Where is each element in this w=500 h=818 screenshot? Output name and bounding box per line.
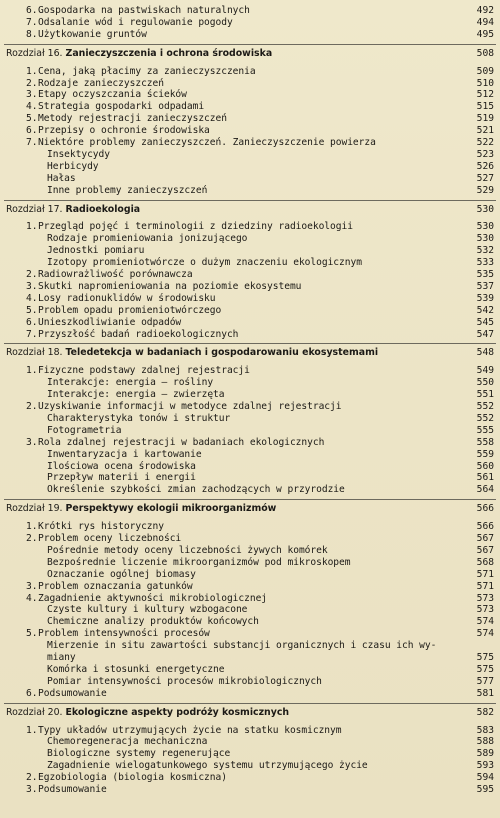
entry-title: Jednostki pomiaru xyxy=(47,245,145,257)
chapter-number: Rozdział 16. xyxy=(6,47,63,59)
section-number: 3. xyxy=(26,580,38,592)
page-number: 581 xyxy=(476,687,494,699)
entry-title: Herbicydy xyxy=(47,160,99,172)
entry-title: Problem opadu promieniotwórczego xyxy=(38,304,222,316)
page-number: 512 xyxy=(476,89,494,101)
chapter-number: Rozdział 20. xyxy=(6,706,63,718)
section-number: 1. xyxy=(26,724,38,736)
entry-title: Czyste kultury i kultury wzbogacone xyxy=(47,604,248,616)
page-number: 549 xyxy=(476,365,494,377)
section-number: 2. xyxy=(26,77,38,89)
entry-title: Krótki rys historyczny xyxy=(38,521,164,533)
page-number: 494 xyxy=(476,16,494,28)
page-number: 567 xyxy=(476,533,494,544)
entry-title: Radiowrażliwość porównawcza xyxy=(38,269,193,280)
page-number: 537 xyxy=(476,280,494,292)
page-number: 577 xyxy=(476,675,494,687)
entry-title: Przepływ materii i energii xyxy=(47,472,196,484)
entry-title: Egzobiologia (biologia kosmiczna) xyxy=(38,772,227,784)
section-number: 6. xyxy=(26,5,38,16)
entry-title: Problem oznaczania gatunków xyxy=(38,580,193,592)
entry-title: Pośrednie metody oceny liczebności żywych komórek xyxy=(47,544,328,556)
section-number: 1. xyxy=(26,221,38,233)
page-number: 509 xyxy=(476,65,494,77)
page-number: 566 xyxy=(476,521,494,533)
entry-title: Podsumowanie xyxy=(38,687,107,699)
page-number: 582 xyxy=(476,706,494,718)
entry-title: Oznaczanie ogólnej biomasy xyxy=(47,568,196,580)
entry-title: Zagadnienie wielogatunkowego systemu utrzymującego życie xyxy=(47,760,368,772)
page-number: 527 xyxy=(476,172,494,184)
entry-title: Etapy oczyszczania ścieków xyxy=(38,89,187,101)
entry-title: Problem intensywności procesów xyxy=(38,628,210,640)
page-number: 515 xyxy=(476,101,494,113)
page-number: 492 xyxy=(476,5,494,16)
page-number: 552 xyxy=(476,401,494,412)
entry-title: Fotogrametria xyxy=(47,424,122,436)
entry-title: Ilościowa ocena środowiska xyxy=(47,460,196,472)
entry-title: Biologiczne systemy regenerujące xyxy=(47,748,231,760)
chapter-divider xyxy=(4,499,496,500)
page-number: 529 xyxy=(476,184,494,196)
section-number: 2. xyxy=(26,269,38,280)
chapter-title: Zanieczyszczenia i ochrona środowiska xyxy=(65,47,273,59)
section-number: 5. xyxy=(26,304,38,316)
page-number: 594 xyxy=(476,772,494,784)
page-number: 573 xyxy=(476,604,494,616)
entry-title: Izotopy promieniotwórcze o dużym znaczeniu ekologicznym xyxy=(47,257,362,269)
entry-title: Podsumowanie xyxy=(38,784,107,795)
chapter-divider xyxy=(4,44,496,45)
entry-title: Fizyczne podstawy zdalnej rejestracji xyxy=(38,365,250,377)
entry-title: Bezpośrednie liczenie mikroorganizmów pod mikroskopem xyxy=(47,556,351,568)
section-number: 2. xyxy=(26,533,38,544)
chapter-number: Rozdział 18. xyxy=(6,347,63,359)
page-number: 532 xyxy=(476,245,494,257)
page-number: 571 xyxy=(476,568,494,580)
entry-title: Skutki napromieniowania na poziomie ekosystemu xyxy=(38,280,302,292)
section-number: 4. xyxy=(26,101,38,113)
page-number: 589 xyxy=(476,748,494,760)
entry-title: Rodzaje zanieczyszczeń xyxy=(38,77,164,89)
page-number: 568 xyxy=(476,556,494,568)
entry-title: Inwentaryzacja i kartowanie xyxy=(47,448,202,460)
entry-title: Przegląd pojęć i terminologii z dziedziny radioekologii xyxy=(38,221,353,233)
entry-title: Problem oceny liczebności xyxy=(38,533,182,544)
page-number: 574 xyxy=(476,628,494,640)
section-number: 7. xyxy=(26,328,38,340)
page-number: 575 xyxy=(476,652,494,663)
entry-title: Przepisy o ochronie środowiska xyxy=(38,125,210,137)
section-number: 3. xyxy=(26,89,38,101)
entry-title: Insektycydy xyxy=(47,148,110,160)
page-number: 550 xyxy=(476,377,494,389)
page-number: 593 xyxy=(476,760,494,772)
section-number: 7. xyxy=(26,137,38,148)
entry-title: Charakterystyka tonów i struktur xyxy=(47,412,231,424)
chapter-divider xyxy=(4,200,496,201)
section-number: 6. xyxy=(26,687,38,699)
page-number: 526 xyxy=(476,160,494,172)
section-number: 2. xyxy=(26,401,38,412)
page-number: 564 xyxy=(476,484,494,496)
entry-title: Zagadnienie aktywności mikrobiologicznej xyxy=(38,592,268,604)
page-number: 522 xyxy=(476,137,494,148)
section-number: 6. xyxy=(26,316,38,328)
page-number: 561 xyxy=(476,472,494,484)
page-number: 555 xyxy=(476,424,494,436)
page-number: 547 xyxy=(476,328,494,340)
entry-title: miany xyxy=(47,652,76,663)
entry-title: Niektóre problemy zanieczyszczeń. Zanieczyszczenie powierza xyxy=(38,137,376,148)
entry-title: Cena, jaką płacimy za zanieczyszczenia xyxy=(38,65,256,77)
section-number: 1. xyxy=(26,365,38,377)
page-number: 521 xyxy=(476,125,494,137)
entry-title: Uzyskiwanie informacji w metodyce zdalnej rejestracji xyxy=(38,401,342,412)
entry-title: Chemiczne analizy produktów końcowych xyxy=(47,616,259,628)
page-number: 535 xyxy=(476,269,494,280)
chapter-divider xyxy=(4,343,496,344)
section-number: 3. xyxy=(26,436,38,448)
page-number: 559 xyxy=(476,448,494,460)
entry-title: Przyszłość badań radioekologicznych xyxy=(38,328,239,340)
chapter-title: Radioekologia xyxy=(65,203,141,215)
entry-title: Chemoregeneracja mechaniczna xyxy=(47,736,208,748)
page-number: 595 xyxy=(476,784,494,795)
chapter-number: Rozdział 17. xyxy=(6,203,63,215)
entry-title: Inne problemy zanieczyszczeń xyxy=(47,184,208,196)
page-number: 533 xyxy=(476,257,494,269)
entry-title: Pomiar intensywności procesów mikrobiologicznych xyxy=(47,675,322,687)
page-number: 552 xyxy=(476,412,494,424)
page-number: 523 xyxy=(476,148,494,160)
page-number: 508 xyxy=(476,47,494,59)
page-number: 574 xyxy=(476,616,494,628)
chapter-title: Perspektywy ekologii mikroorganizmów xyxy=(65,503,277,515)
page-number: 548 xyxy=(476,347,494,359)
chapter-number: Rozdział 19. xyxy=(6,503,63,515)
section-number: 3. xyxy=(26,784,38,795)
page-number: 539 xyxy=(476,292,494,304)
page-number: 530 xyxy=(476,203,494,215)
section-number: 7. xyxy=(26,16,38,28)
page-number: 530 xyxy=(476,221,494,233)
section-number: 3. xyxy=(26,280,38,292)
page-number: 542 xyxy=(476,304,494,316)
section-number: 4. xyxy=(26,592,38,604)
page-number: 495 xyxy=(476,28,494,40)
section-number: 5. xyxy=(26,113,38,125)
section-number: 4. xyxy=(26,292,38,304)
entry-title: Rodzaje promieniowania jonizującego xyxy=(47,233,248,245)
entry-title: Mierzenie in situ zawartości substancji organicznych i czasu ich wy- xyxy=(47,640,437,652)
entry-title: Określenie szybkości zmian zachodzących w przyrodzie xyxy=(47,484,345,496)
entry-title: Gospodarka na pastwiskach naturalnych xyxy=(38,5,250,16)
entry-title: Rola zdalnej rejestracji w badaniach ekologicznych xyxy=(38,436,325,448)
section-number: 1. xyxy=(26,65,38,77)
entry-title: Interakcje: energia — rośliny xyxy=(47,377,214,389)
chapter-divider xyxy=(4,703,496,704)
page-number: 575 xyxy=(476,663,494,675)
page-number: 530 xyxy=(476,233,494,245)
page-number: 573 xyxy=(476,592,494,604)
entry-title: Odsalanie wód i regulowanie pogody xyxy=(38,16,233,28)
chapter-title: Ekologiczne aspekty podróży kosmicznych xyxy=(65,706,290,718)
chapter-title: Teledetekcja w badaniach i gospodarowaniu ekosystemami xyxy=(65,347,379,359)
page-number: 588 xyxy=(476,736,494,748)
page-number: 567 xyxy=(476,544,494,556)
section-number: 5. xyxy=(26,628,38,640)
page-number: 560 xyxy=(476,460,494,472)
page-number: 551 xyxy=(476,389,494,401)
entry-title: Komórka i stosunki energetyczne xyxy=(47,663,225,675)
section-number: 8. xyxy=(26,28,38,40)
section-number: 1. xyxy=(26,521,38,533)
page-number: 583 xyxy=(476,724,494,736)
page-number: 566 xyxy=(476,503,494,515)
entry-title: Losy radionuklidów w środowisku xyxy=(38,292,216,304)
entry-title: Unieszkodliwianie odpadów xyxy=(38,316,182,328)
entry-title: Metody rejestracji zanieczyszczeń xyxy=(38,113,227,125)
entry-title: Interakcje: energia — zwierzęta xyxy=(47,389,225,401)
entry-title: Typy układów utrzymujących życie na statku kosmicznym xyxy=(38,724,342,736)
page-number: 510 xyxy=(476,77,494,89)
section-number: 6. xyxy=(26,125,38,137)
entry-title: Hałas xyxy=(47,172,76,184)
page-number: 558 xyxy=(476,436,494,448)
page-number: 571 xyxy=(476,580,494,592)
entry-title: Użytkowanie gruntów xyxy=(38,28,147,40)
entry-title: Strategia gospodarki odpadami xyxy=(38,101,205,113)
page-number: 545 xyxy=(476,316,494,328)
page-number: 519 xyxy=(476,113,494,125)
section-number: 2. xyxy=(26,772,38,784)
